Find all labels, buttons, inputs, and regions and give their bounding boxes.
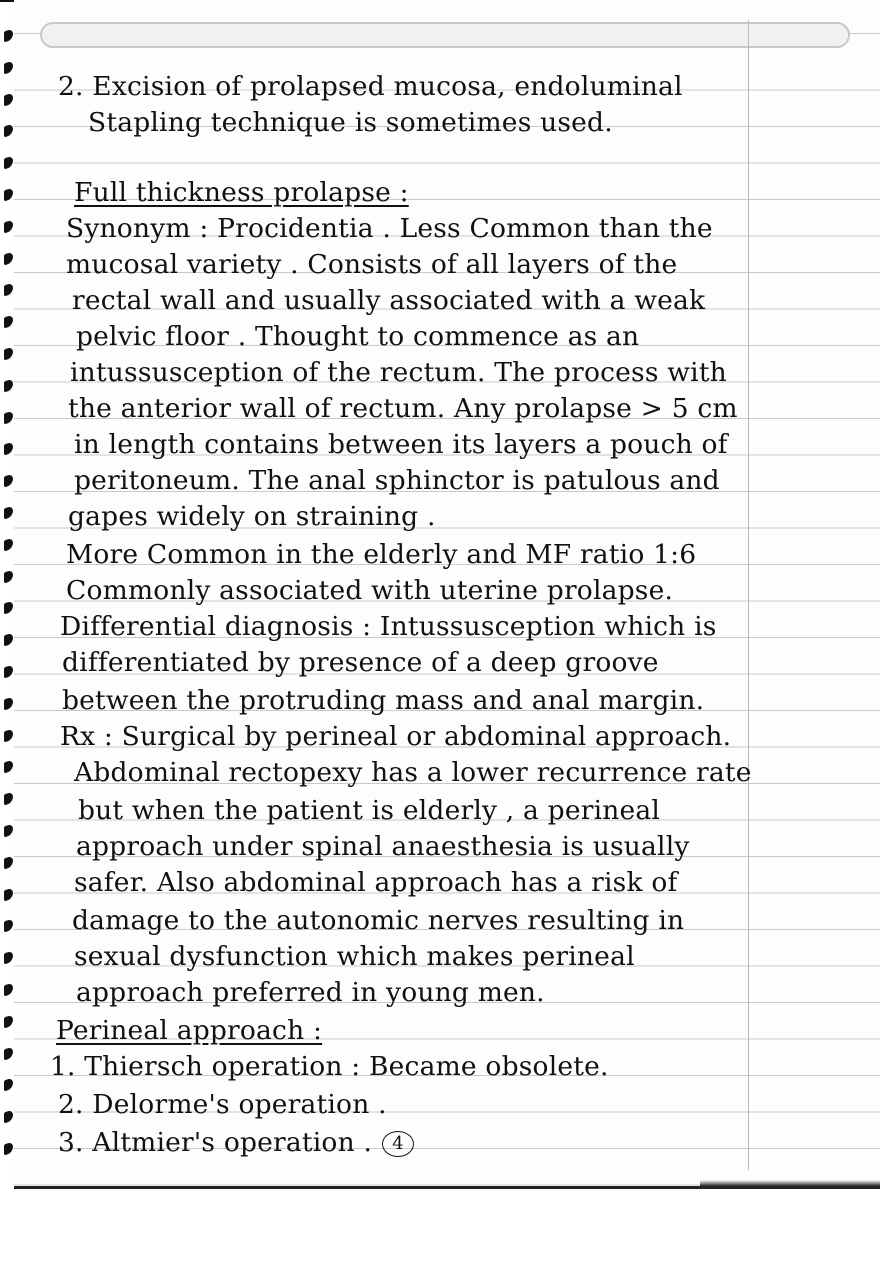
note-line: approach under spinal anaesthesia is usually (76, 831, 690, 862)
note-line: rectal wall and usually associated with a weak (72, 285, 706, 316)
note-line: damage to the autonomic nerves resulting in (72, 905, 685, 936)
note-line: Stapling technique is sometimes used. (88, 107, 613, 138)
note-line: Synonym : Procidentia . Less Common than the (66, 213, 713, 244)
note-line: gapes widely on straining . (68, 501, 436, 532)
section-heading: Perineal approach : (56, 1015, 323, 1046)
note-line: in length contains between its layers a pouch of (74, 429, 728, 460)
note-line: 2. Excision of prolapsed mucosa, endoluminal (58, 71, 683, 102)
note-line: Abdominal rectopexy has a lower recurrence rate (74, 757, 752, 788)
page-number: 4 (382, 1131, 414, 1157)
note-line-text: 3. Altmier's operation . (58, 1127, 373, 1158)
note-line: More Common in the elderly and MF ratio 1:6 (66, 539, 697, 570)
note-line: safer. Also abdominal approach has a risk of (74, 867, 678, 898)
note-line: 1. Thiersch operation : Became obsolete. (50, 1051, 609, 1082)
note-line: peritoneum. The anal sphinctor is patulous and (74, 465, 720, 496)
note-line: sexual dysfunction which makes perineal (74, 941, 635, 972)
note-line: the anterior wall of rectum. Any prolapse > 5 cm (68, 393, 738, 424)
note-line: Commonly associated with uterine prolapse. (66, 575, 674, 606)
section-heading: Full thickness prolapse : (74, 177, 409, 208)
note-line: approach preferred in young men. (76, 977, 545, 1008)
note-line: Rx : Surgical by perineal or abdominal approach. (60, 721, 732, 752)
note-line: differentiated by presence of a deep groove (62, 647, 659, 678)
note-line: between the protruding mass and anal margin. (62, 685, 705, 716)
note-line: mucosal variety . Consists of all layers of the (66, 249, 678, 280)
note-line: intussusception of the rectum. The process with (70, 357, 727, 388)
note-line: pelvic floor . Thought to commence as an (76, 321, 640, 352)
note-line: but when the patient is elderly , a perineal (78, 795, 661, 826)
note-line (58, 1128, 414, 1158)
note-line: Differential diagnosis : Intussusception which is (60, 611, 717, 642)
note-line: 2. Delorme's operation . (58, 1089, 387, 1120)
